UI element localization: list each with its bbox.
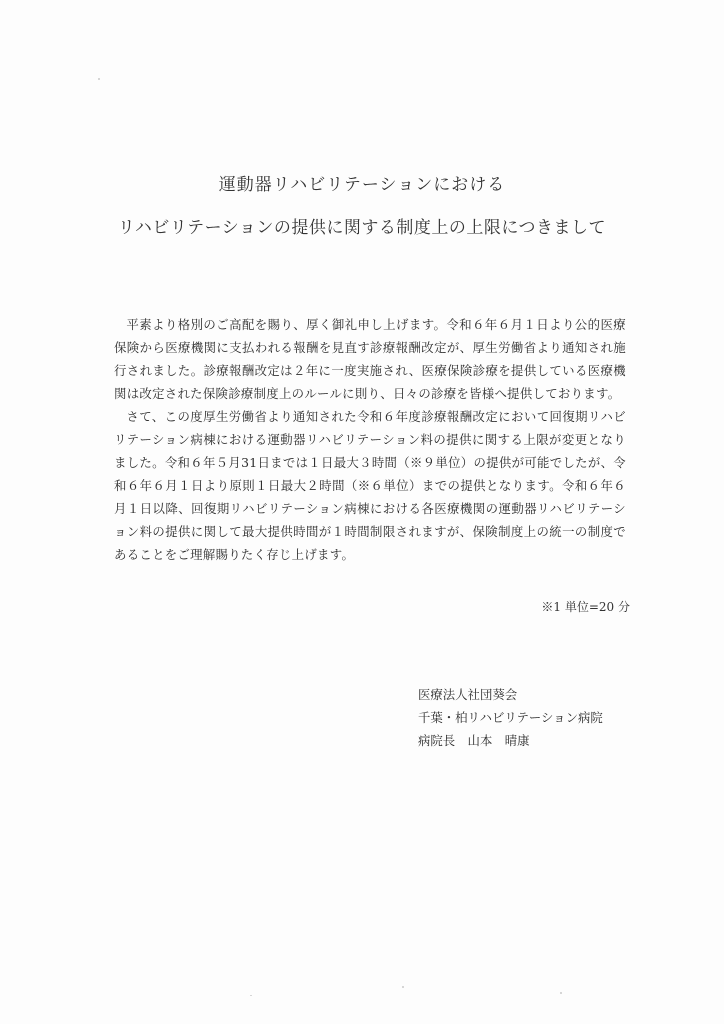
scan-speck [250, 995, 252, 996]
signature-block [418, 683, 603, 752]
document-body [114, 313, 626, 566]
unit-footnote: ※1 単位=20 分 [541, 600, 630, 614]
paragraph-greeting: 平素より格別のご高配を賜り、厚く御礼申し上げます。令和６年６月１日より公的医療保険から医療機関に支払われる報酬を見直す診療報酬改定が、厚生労働省より通知され施行されました。診療報酬改定は２年に一度実施され、医療保険診療を提供している医療機関は改定された保険診療制度上のルールに則り、日々の診療を皆様へ提供しております。 [114, 317, 626, 401]
scan-speck [402, 986, 404, 988]
scan-speck [98, 78, 100, 80]
signature-organization: 医療法人社団葵会 [418, 687, 518, 702]
signature-director: 病院長 山本 晴康 [418, 733, 530, 748]
document-title: 運動器リハビリテーションにおける [218, 175, 506, 195]
paragraph-notice: さて、この度厚生労働省より通知された令和６年度診療報酬改定において回復期リハビリテーション病棟における運動器リハビリテーション料の提供に関する上限が変更となりました。令和６年５月31日までは１日最大３時間（※９単位）の提供が可能でしたが、令和６年６月１日より原則１日最大２時間（※６単位）までの提供となります。令和６年６月１日以降、回復期リハビリテーション病棟における各医療機関の運動器リハビリテーション料の提供に関して最大提供時間が１時間制限されますが、保険制度上の統一の制度であることをご理解賜りたく存じ上げます。 [114, 409, 626, 562]
signature-hospital: 千葉・柏リハビリテーション病院 [418, 710, 603, 725]
document-subtitle: リハビリテーションの提供に関する制度上の上限につきまして [117, 218, 607, 238]
scan-speck [560, 992, 562, 994]
